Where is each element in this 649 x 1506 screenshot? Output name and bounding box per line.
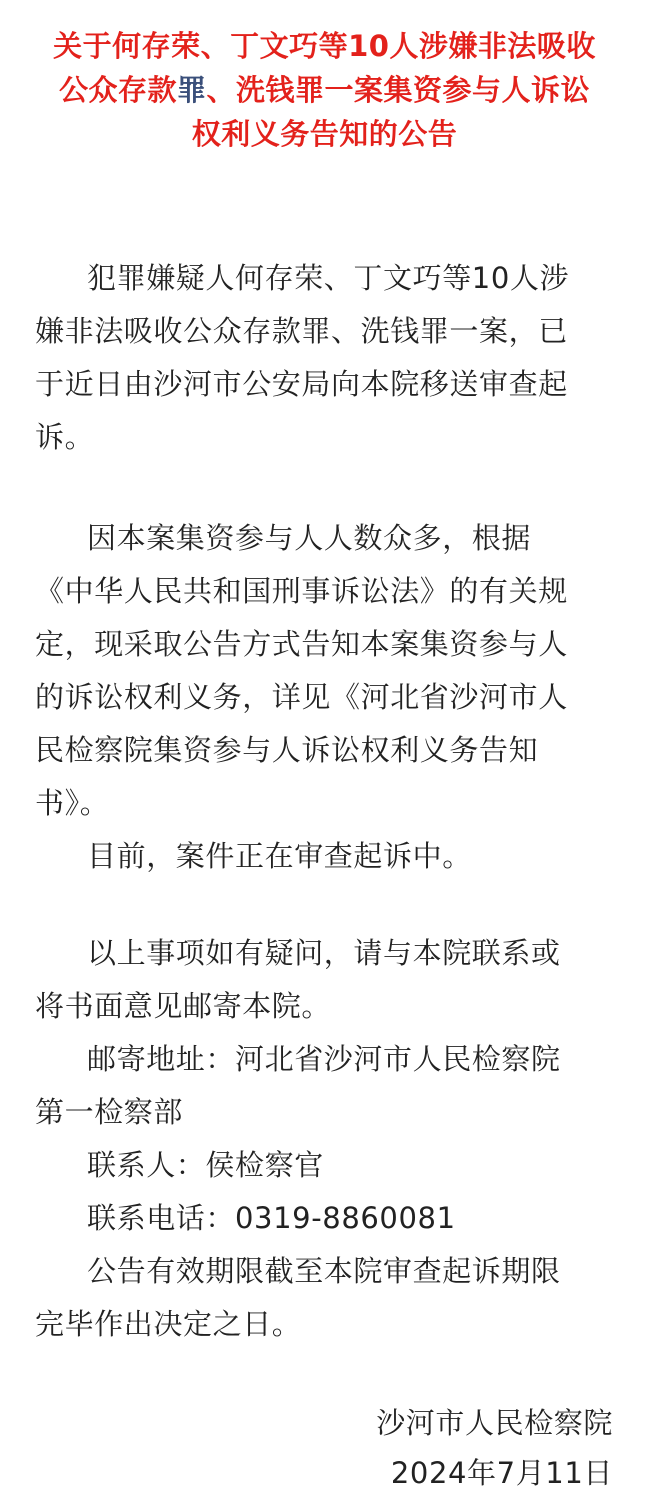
paragraph-line: 于近日由沙河市公安局向本院移送审查起: [35, 367, 568, 401]
title-line-1: 关于何存荣、丁文巧等10人涉嫌非法吸收: [53, 29, 596, 63]
paragraph-case-transfer: [35, 252, 615, 464]
title-line-2-part-b: 罪: [176, 73, 207, 107]
paragraph-line: 公告有效期限截至本院审查起诉期限: [87, 1254, 561, 1288]
signature-org: 沙河市人民检察院: [376, 1406, 613, 1440]
paragraph-line: 《中华人民共和国刑事诉讼法》的有关规: [35, 574, 568, 608]
title-line-3: 权利义务告知的公告: [191, 117, 458, 151]
contact-person: 联系人：侯检察官: [87, 1148, 324, 1182]
paragraph-line: 将书面意见邮寄本院。: [35, 989, 332, 1023]
title-line-2: [30, 68, 619, 112]
paragraph-contact: [35, 927, 615, 1351]
paragraph-line: 完毕作出决定之日。: [35, 1307, 302, 1341]
paragraph-line: 诉。: [35, 420, 95, 454]
title-line-2-part-c: 、洗钱罪一案集资参与人诉讼: [206, 73, 591, 107]
paragraph-line: 因本案集资参与人人数众多，根据: [87, 521, 532, 555]
paragraph-line-status: 目前，案件正在审查起诉中。: [87, 839, 472, 873]
announcement-title: [30, 24, 619, 156]
paragraph-line: 犯罪嫌疑人何存荣、丁文巧等10人涉: [87, 261, 570, 295]
paragraph-line: 的诉讼权利义务，详见《河北省沙河市人: [35, 680, 568, 714]
mailing-address-line: 第一检察部: [35, 1095, 184, 1129]
paragraph-line: 书》。: [35, 786, 110, 820]
signature-date: 2024年7月11日: [390, 1456, 613, 1490]
paragraph-line: 民检察院集资参与人诉讼权利义务告知: [35, 733, 539, 767]
paragraph-line: 嫌非法吸收公众存款罪、洗钱罪一案，已: [35, 314, 568, 348]
paragraph-line: 定，现采取公告方式告知本案集资参与人: [35, 627, 568, 661]
title-line-2-part-a: 公众存款: [58, 73, 177, 107]
mailing-address-line: 邮寄地址：河北省沙河市人民检察院: [87, 1042, 561, 1076]
paragraph-notice-method: [35, 512, 615, 883]
contact-phone: 联系电话：0319-8860081: [87, 1201, 456, 1235]
paragraph-line: 以上事项如有疑问，请与本院联系或: [87, 936, 561, 970]
